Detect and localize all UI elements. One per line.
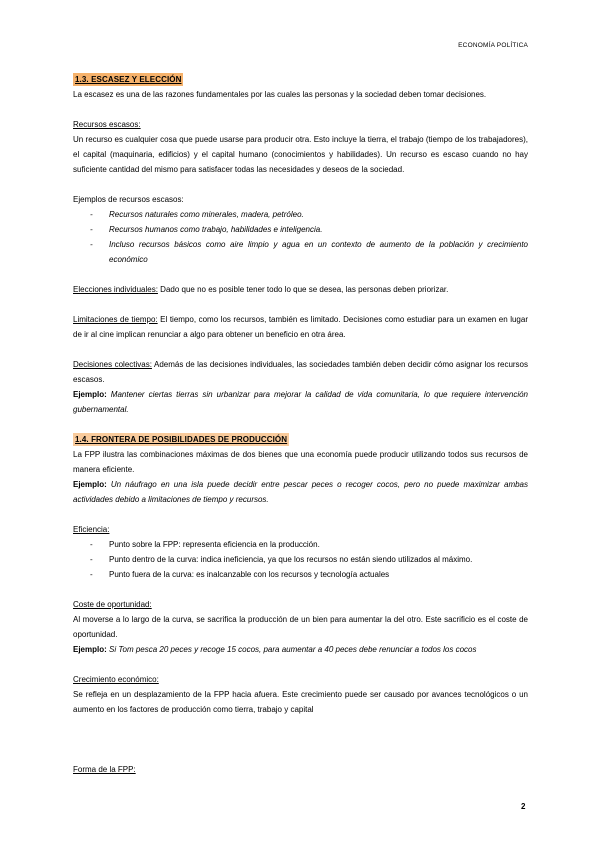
- list-item: - Recursos humanos como trabajo, habilidades e inteligencia.: [73, 222, 528, 237]
- list-item: - Punto sobre la FPP: representa eficiencia en la producción.: [73, 537, 528, 552]
- section-title-1-3: 1.3. ESCASEZ Y ELECCIÓN: [75, 75, 182, 84]
- list-ejemplos-recursos: [73, 207, 528, 267]
- text-elecciones-individuales: Dado que no es posible tener todo lo que se desea, las personas deben priorizar.: [157, 285, 449, 294]
- paragraph-crecimiento-economico: Se refleja en un desplazamiento de la FPP hacia afuera. Este crecimiento puede ser causado por avances tecnológicos o un aumento en los factores de producción como tierra, trabajo y capital: [73, 690, 528, 714]
- text-ejemplo-tom: Si Tom pesca 20 peces y recoge 15 cocos, para aumentar a 40 peces debe renunciar a todos los cocos: [106, 645, 477, 654]
- section-1-4: [73, 432, 528, 777]
- paragraph-elecciones-individuales: [73, 282, 528, 297]
- subheading-decisiones-colectivas: Decisiones colectivas:: [73, 360, 152, 369]
- list-eficiencia: [73, 537, 528, 582]
- text-limitaciones-tiempo: El tiempo, como los recursos, también es limitado. Decisiones como estudiar para un examen en lugar de ir al cine implican renunciar a algo para obtener un beneficio en otra área.: [73, 315, 528, 339]
- subheading-recursos-escasos: Recursos escasos:: [73, 120, 141, 129]
- text-decisiones-colectivas: Además de las decisiones individuales, las sociedades también deben decidir cómo asignar los recursos escasos.: [73, 360, 529, 384]
- text-ejemplo-colectivas: Mantener ciertas tierras sin urbanizar para mejorar la calidad de vida comunitaria, lo que requiere intervención gubernamental.: [73, 390, 528, 414]
- paragraph-recursos-escasos: Un recurso es cualquier cosa que puede usarse para producir otra. Esto incluye la tierra, el trabajo (tiempo de los trabajadores), el capital (maquinaria, edificios) y el capital humano (conocimientos y habilidades). Un recurso es escaso cuando no hay suficiente cantidad del mismo para satisfacer todas las necesidades y deseos de la sociedad.: [73, 135, 528, 174]
- section-title-1-4: 1.4. FRONTERA DE POSIBILIDADES DE PRODUCCIÓN: [75, 435, 288, 444]
- text-ejemplo-naufrago: Un náufrago en una isla puede decidir entre pescar peces o recoger cocos, pero no puede maximizar ambas actividades debido a limitaciones de tiempo y recursos.: [73, 480, 528, 504]
- label-ejemplo: Ejemplo:: [73, 645, 107, 654]
- section-1-3: [73, 72, 528, 417]
- subheading-eficiencia: Eficiencia:: [73, 525, 110, 534]
- list-item: - Punto fuera de la curva: es inalcanzable con los recursos y tecnología actuales: [73, 567, 528, 582]
- paragraph-ejemplo-colectivas: [73, 387, 528, 417]
- label-ejemplo: Ejemplo:: [73, 480, 107, 489]
- subheading-coste-oportunidad: Coste de oportunidad:: [73, 600, 152, 609]
- list-item: - Punto dentro de la curva: indica ineficiencia, ya que los recursos no están siendo utilizados al máximo.: [73, 552, 528, 567]
- paragraph-decisiones-colectivas: [73, 357, 528, 387]
- subheading-crecimiento-economico: Crecimiento económico:: [73, 675, 159, 684]
- subheading-forma-fpp: Forma de la FPP:: [73, 765, 136, 774]
- page-content: [73, 72, 528, 777]
- paragraph-limitaciones-tiempo: [73, 312, 528, 342]
- paragraph-ejemplo-tom: [73, 642, 528, 657]
- paragraph-fpp-intro: La FPP ilustra las combinaciones máximas de dos bienes que una economía puede producir utilizando todos sus recursos de manera eficiente.: [73, 450, 528, 474]
- paragraph-escasez-intro: La escasez es una de las razones fundamentales por las cuales las personas y la sociedad deben tomar decisiones.: [73, 90, 487, 99]
- list-item: - Incluso recursos básicos como aire limpio y agua en un contexto de aumento de la población y crecimiento económico: [73, 237, 528, 267]
- paragraph-ejemplo-naufrago: [73, 477, 528, 507]
- page-number: 2: [521, 802, 526, 811]
- header-subject: ECONOMÍA POLÍTICA: [458, 42, 528, 49]
- paragraph-coste-oportunidad: Al moverse a lo largo de la curva, se sacrifica la producción de un bien para aumentar la del otro. Este sacrificio es el coste de oportunidad.: [73, 615, 528, 639]
- list-item: - Recursos naturales como minerales, madera, petróleo.: [73, 207, 528, 222]
- subheading-ejemplos-recursos: Ejemplos de recursos escasos:: [73, 195, 184, 204]
- label-ejemplo: Ejemplo:: [73, 390, 107, 399]
- subheading-limitaciones-tiempo: Limitaciones de tiempo:: [73, 315, 158, 324]
- subheading-elecciones-individuales: Elecciones individuales:: [73, 285, 158, 294]
